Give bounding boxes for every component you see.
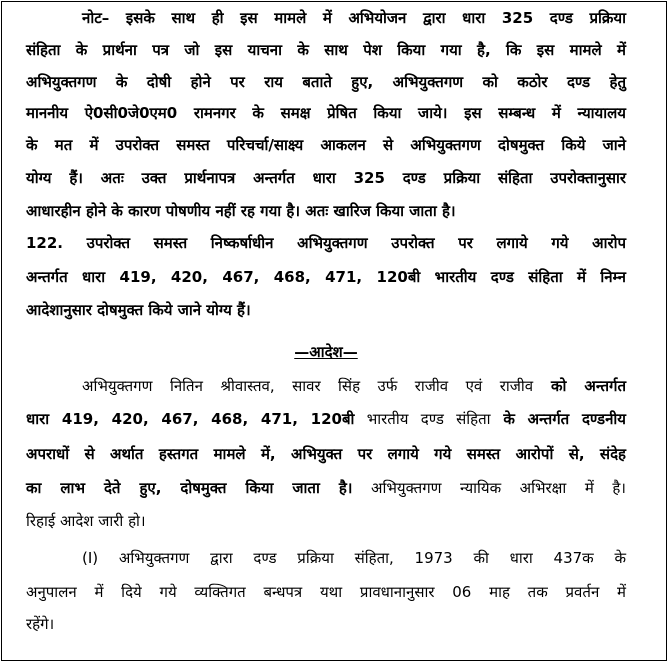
order-line-4-custody: अभियुक्तगण न्यायिक अभिरक्षा में है। xyxy=(352,479,626,497)
sub-item-line-1: (I) अभियुक्तगण द्वारा दण्ड प्रक्रिया संहिता, 1973 की धारा 437क के xyxy=(82,549,626,567)
order-line-1-bold: को अन्तर्गत xyxy=(533,377,626,395)
paragraph-2-line-2: अन्तर्गत धारा 419, 420, 467, 468, 471, 120बी भारतीय दण्ड संहिता में निम्न xyxy=(26,268,626,286)
paragraph-1-line-4: माननीय ऐ0सी0जे0एम0 रामनगर के समक्ष प्रेषित किया जाये। इस सम्बन्ध में न्यायालय xyxy=(26,104,626,122)
order-line-2 xyxy=(26,409,626,429)
paragraph-1-line-3: अभियुक्तगण के दोषी होने पर राय बताते हुए, अभियुक्तगण को कठोर दण्ड हेतु xyxy=(26,73,626,91)
order-line-1-accused-names: अभियुक्तगण नितिन श्रीवास्तव, सावर सिंह उर्फ राजीव एवं राजीव xyxy=(82,377,534,395)
order-line-2-punishable: के अन्तर्गत दण्डनीय xyxy=(490,410,626,428)
sub-item-line-3: रहेंगे। xyxy=(26,615,55,633)
order-line-5: रिहाई आदेश जारी हो। xyxy=(26,512,146,530)
paragraph-1-line-7: आधारहीन होने के कारण पोषणीय नहीं रह गया है। अतः खारिज किया जाता है। xyxy=(26,202,456,220)
document-page xyxy=(1,1,667,661)
order-heading: —आदेश— xyxy=(294,343,358,361)
order-line-4-acquitted: का लाभ देते हुए, दोषमुक्त किया जाता है। xyxy=(26,479,353,497)
sub-item-line-2: अनुपालन में दिये गये व्यक्तिगत बन्धपत्र यथा प्रावधानानुसार 06 माह तक प्रवर्तन में xyxy=(26,583,626,601)
paragraph-2-line-1: 122. उपरोक्त समस्त निष्कर्षाधीन अभियुक्तगण उपरोक्त पर लगाये गये आरोप xyxy=(26,234,626,252)
paragraph-1-line-6: योग्य हैं। अतः उक्त प्रार्थनापत्र अन्तर्गत धारा 325 दण्ड प्रक्रिया संहिता उपरोक्तानुसार xyxy=(26,169,626,187)
order-line-4 xyxy=(26,478,626,498)
order-line-2-code: भारतीय दण्ड संहिता xyxy=(354,410,491,428)
paragraph-1-line-5: के मत में उपरोक्त समस्त परिचर्चा/साक्ष्य आकलन से अभियुक्तगण दोषमुक्त किये जाने xyxy=(26,136,626,154)
order-line-2-sections: धारा 419, 420, 467, 468, 471, 120बी xyxy=(26,410,355,428)
order-line-1 xyxy=(26,376,626,396)
order-line-3: अपराधों से अर्थात हस्तगत मामले में, अभियुक्त पर लगाये गये समस्त आरोपों से, संदेह xyxy=(26,445,626,463)
paragraph-2-line-3: आदेशानुसार दोषमुक्त किये जाने योग्य हैं। xyxy=(26,301,251,319)
paragraph-1-line-2: संहिता के प्रार्थना पत्र जो इस याचना के साथ पेश किया गया है, कि इस मामले में xyxy=(26,41,626,59)
paragraph-1-line-1: नोट– इसके साथ ही इस मामले में अभियोजन द्वारा धारा 325 दण्ड प्रक्रिया xyxy=(82,9,626,27)
